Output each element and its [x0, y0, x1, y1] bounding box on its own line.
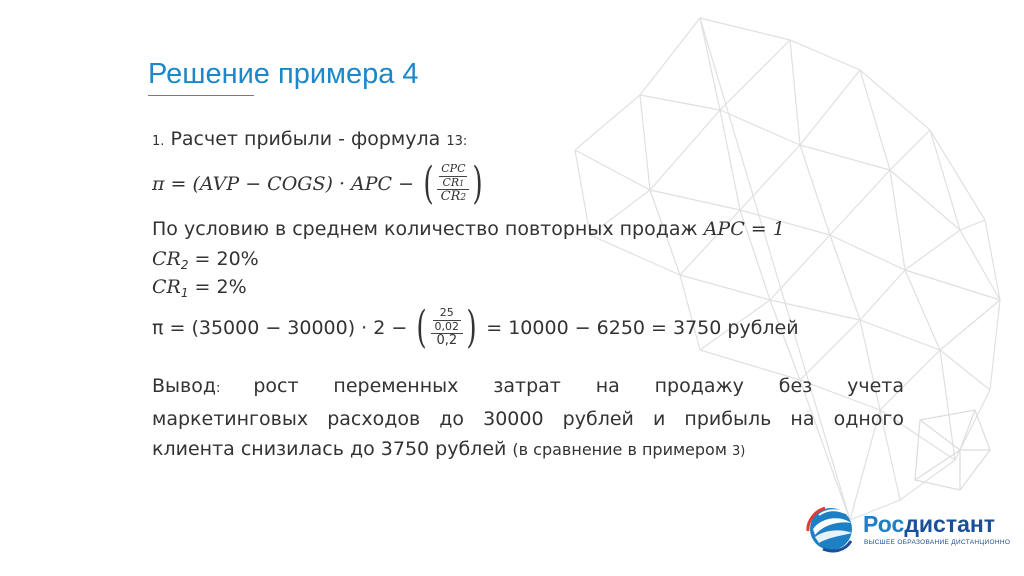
conclusion-line-1: [152, 371, 904, 404]
left-paren: (: [423, 158, 434, 209]
formula-fraction: [437, 163, 469, 205]
cr1-symbol: CR: [442, 175, 460, 189]
condition-math: APC = 1: [703, 218, 785, 240]
cr2-line-symbol: CR: [152, 248, 181, 270]
logo-tagline: ВЫСШЕЕ ОБРАЗОВАНИЕ ДИСТАНЦИОННО: [864, 539, 1011, 546]
calc-inner-fraction: [433, 307, 462, 333]
cpc-term: CPC: [441, 161, 466, 175]
conclusion-paragraph: [152, 371, 904, 467]
calc-denominator: 0,2: [436, 333, 458, 349]
cr2-symbol: CR: [440, 189, 461, 205]
formula-number: 13:: [446, 134, 468, 149]
globe-icon: [805, 501, 861, 557]
cr2-line: [152, 248, 259, 272]
calc-rhs: = 10000 − 6250 = 3750 рублей: [486, 317, 799, 339]
cr2-value: = 20%: [188, 248, 259, 270]
conclusion-line-2: маркетинговых расходов до 30000 рублей и прибыль на одного: [152, 408, 904, 430]
cr1-line-subscript: 1: [180, 286, 189, 300]
conclusion-text-3b: (в сравнение в примером: [512, 440, 732, 459]
condition-text: По условию в среднем количество повторных продаж: [152, 218, 704, 240]
conclusion-text-3c: 3): [732, 444, 746, 459]
conclusion-label: Вывод: [152, 375, 216, 397]
calc-fraction: [431, 307, 464, 349]
cr2-subscript: 2: [460, 193, 467, 204]
conclusion-line-3: [152, 434, 904, 467]
conclusion-text-1: рост переменных затрат на продажу без учета: [253, 375, 904, 397]
calc-left-paren: (: [416, 302, 428, 353]
calc-numerator: [431, 307, 464, 334]
inner-fraction: [439, 163, 467, 189]
step-1-heading: [152, 128, 467, 150]
title-underline: [148, 95, 254, 96]
calculation-line: [152, 302, 799, 368]
step-text: Расчет прибыли - формула: [164, 128, 447, 150]
cr1-line: [152, 276, 247, 300]
conclusion-text-3a: клиента снизилась до 3750 рублей: [152, 438, 513, 460]
logo-name-part-1: Рос: [863, 511, 905, 537]
step-number: 1.: [152, 134, 165, 149]
calc-0-02: 0,02: [434, 319, 460, 333]
cr1-term: [439, 177, 467, 190]
fraction-numerator: [437, 163, 469, 190]
slide-title: Решение примера 4: [148, 58, 419, 90]
condition-line: [152, 218, 785, 240]
rosdistant-logo: [805, 505, 1011, 555]
profit-formula: [152, 158, 487, 222]
logo-wordmark: [863, 511, 995, 538]
calc-lhs: π = (35000 − 30000) · 2 −: [152, 317, 408, 339]
logo-name-part-2: дистант: [904, 511, 996, 537]
cr1-subscript: 1: [459, 178, 465, 188]
cr1-line-symbol: CR: [152, 276, 181, 298]
formula-lhs: π = (AVP − COGS) · APC −: [152, 173, 415, 195]
conclusion-colon: :: [216, 381, 254, 396]
cr1-value: = 2%: [188, 276, 247, 298]
cr2-line-subscript: 2: [180, 258, 189, 272]
calc-25: 25: [433, 307, 462, 321]
fraction-denominator: [437, 190, 469, 205]
calc-right-paren: ): [466, 302, 477, 353]
right-paren: ): [472, 158, 484, 209]
